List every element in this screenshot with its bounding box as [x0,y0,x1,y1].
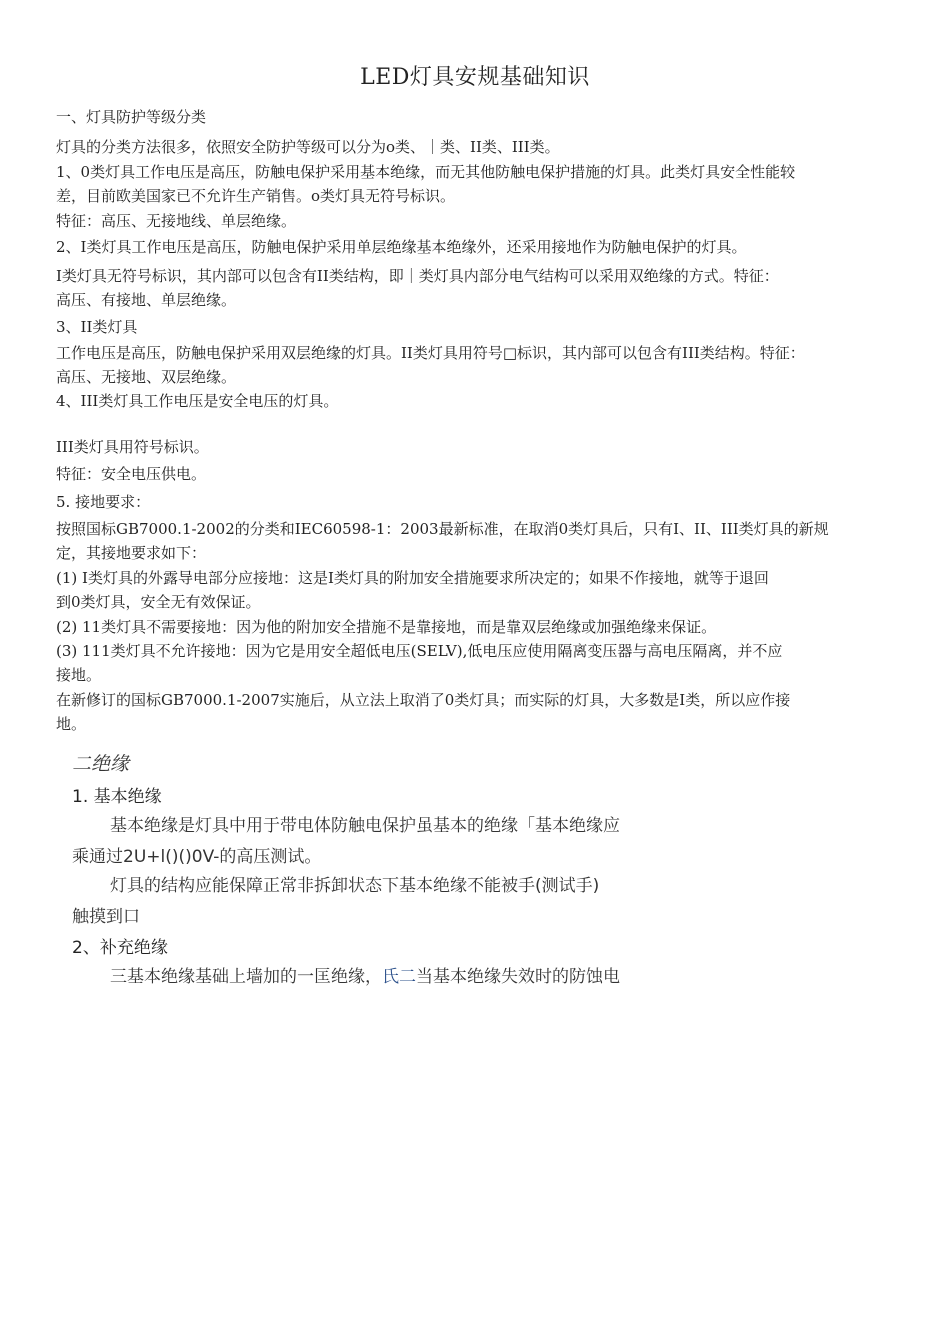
item2-text-a: 三基本绝缘基础上墙加的一匡绝缘， [110,967,382,987]
paragraph-line: I类灯具无符号标识，其内部可以包含有II类结构，即｜类灯具内部分电气结构可以采用双绝缘的方式。特征： [56,267,779,285]
item1-line: 触摸到口 [72,907,140,927]
item2-line [110,965,950,989]
paragraph-line: 3、II类灯具 [56,318,138,336]
paragraph-line: 特征：高压、无接地线、单层绝缘。 [56,212,297,230]
paragraph-line: 高压、无接地、双层绝缘。 [56,368,237,386]
paragraph-line: 地。 [56,715,87,733]
paragraph-line: 差，目前欧美国家已不允许生产销售。o类灯具无符号标识。 [56,187,456,205]
section-heading: 一、灯具防护等级分类 [56,108,207,126]
paragraph-line: 2、I类灯具工作电压是高压，防触电保护采用单层绝缘基本绝缘外，还采用接地作为防触电保护的灯具。 [56,238,747,256]
paragraph-line: 5. 接地要求： [56,493,151,511]
paragraph-line: III类灯具用符号标识。 [56,438,209,456]
paragraph-line: 工作电压是高压，防触电保护采用双层绝缘的灯具。II类灯具用符号□标识，其内部可以包含有III类结构。特征： [56,344,805,362]
paragraph-line: (1) I类灯具的外露导电部分应接地：这是I类灯具的附加安全措施要求所决定的；如果不作接地，就等于退回 [56,569,769,587]
section2-heading: 二绝缘 [72,753,130,775]
paragraph-line: 按照国标GB7000.1-2002的分类和IEC60598-1：2003最新标准，在取消0类灯具后，只有I、II、III类灯具的新规 [56,520,829,538]
item1-line: 乘通过2U+l()()0V-的高压测试。 [72,847,322,867]
item1-title: 1. 基本绝缘 [72,787,162,807]
page-title: LED灯具安规基础知识 [360,65,590,90]
paragraph-line: 到0类灯具，安全无有效保证。 [56,593,261,611]
item2-text-b: 氏二 [382,967,416,987]
paragraph-line: 高压、有接地、单层绝缘。 [56,291,237,309]
paragraph-line: 在新修订的国标GB7000.1-2007实施后，从立法上取消了0类灯具；而实际的灯具，大多数是I类，所以应作接 [56,691,791,709]
paragraph-line: 特征：安全电压供电。 [56,465,207,483]
paragraph-line: (2) 11类灯具不需要接地：因为他的附加安全措施不是靠接地，而是靠双层绝缘或加强绝缘来保证。 [56,618,717,636]
item2-title: 2、补充绝缘 [72,938,168,958]
paragraph-line: 接地。 [56,666,102,684]
paragraph-line: 1、0类灯具工作电压是高压，防触电保护采用基本绝缘，而无其他防触电保护措施的灯具。此类灯具安全性能较 [56,163,796,181]
paragraph-line: 4、III类灯具工作电压是安全电压的灯具。 [56,392,339,410]
item1-line: 基本绝缘是灯具中用于带电体防触电保护虽基本的绝缘「基本绝缘应 [110,816,620,836]
item1-line: 灯具的结构应能保障正常非拆卸状态下基本绝缘不能被手(测试手) [110,876,600,896]
item2-text-c: 当基本绝缘失效时的防蚀电 [416,967,620,987]
paragraph-line: 灯具的分类方法很多，依照安全防护等级可以分为o类、｜类、II类、III类。 [56,138,560,156]
paragraph-line: 定，其接地要求如下： [56,544,207,562]
paragraph-line: (3) 111类灯具不允许接地：因为它是用安全超低电压(SELV),低电压应使用隔离变压器与高电压隔离，并不应 [56,642,783,660]
